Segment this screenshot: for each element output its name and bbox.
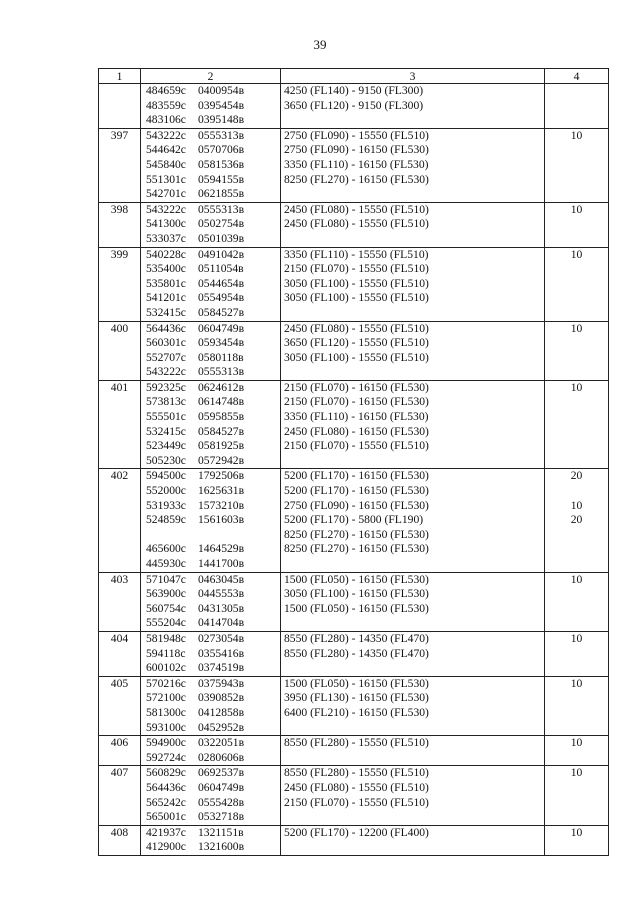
latitude: 555501с [146,410,186,424]
longitude: 0412858в [198,705,245,719]
latitude: 564436с [146,780,186,794]
longitude: 0375943в [198,676,245,690]
row-number: 407 [99,766,141,825]
longitude: 0604749в [198,321,245,335]
altitude-range: 2150 (FL070) - 15550 (FL510) [284,439,429,453]
row-number: 398 [99,202,141,247]
latitude: 565001с [146,810,186,824]
altitude-range: 5200 (FL170) - 5800 (FL190) [284,513,424,527]
latitude: 592325с [146,380,186,394]
value: 20 [570,469,583,483]
table-row [99,825,609,855]
value-cell [545,676,609,735]
longitude: 0273054в [198,631,245,645]
altitude-range: 2750 (FL090) - 16150 (FL530) [284,498,429,512]
row-number: 404 [99,631,141,676]
altitude-range: 8550 (FL280) - 14350 (FL470) [284,631,429,645]
latitude: 524859с [146,513,186,527]
latitude: 593100с [146,720,186,734]
latitude: 551301с [146,172,186,186]
latitude: 564436с [146,321,186,335]
latitude: 572100с [146,691,186,705]
latitude: 532415с [146,424,186,438]
coordinate-pair [146,469,278,484]
coordinate-pair [146,528,278,543]
altitude-range: 2450 (FL080) - 15550 (FL510) [284,780,429,794]
coordinate-pair [146,736,278,751]
coordinate-pair [146,351,278,366]
altitude-range: 6400 (FL210) - 16150 (FL530) [284,705,429,719]
altitude-range-cell [281,128,545,202]
row-number: 402 [99,469,141,572]
value-cell [545,202,609,247]
coordinate-pair [146,587,278,602]
table-row [99,84,609,129]
coordinate-pair [146,113,278,128]
altitude-range-cell [281,84,545,129]
latitude: 543222с [146,365,186,379]
longitude: 0414704в [198,616,245,630]
longitude: 0355416в [198,646,245,660]
altitude-range: 2750 (FL090) - 15550 (FL510) [284,128,429,142]
altitude-range-cell [281,202,545,247]
coordinates-cell [141,469,281,572]
coordinate-pair [146,187,278,202]
latitude: 594500с [146,469,186,483]
coordinate-pair [146,602,278,617]
value: 10 [570,321,583,335]
value: 10 [570,498,583,512]
altitude-range: 3950 (FL130) - 16150 (FL530) [284,691,429,705]
table-row [99,380,609,469]
coordinate-pair [146,513,278,528]
coordinate-pair [146,143,278,158]
latitude: 543222с [146,202,186,216]
header-col-2: 2 [141,69,281,84]
coordinates-cell [141,766,281,825]
longitude: 0463045в [198,572,245,586]
altitude-range: 8250 (FL270) - 16150 (FL530) [284,172,429,186]
table-row [99,469,609,572]
value-cell [545,247,609,321]
altitude-range-cell [281,766,545,825]
longitude: 1561603в [198,513,245,527]
longitude: 1573210в [198,498,245,512]
altitude-range: 8550 (FL280) - 15550 (FL510) [284,766,429,780]
altitude-range-cell [281,736,545,766]
coordinate-pair [146,365,278,380]
longitude: 0554954в [198,291,245,305]
altitude-range: 3050 (FL100) - 15550 (FL510) [284,291,429,305]
page-number: 39 [313,37,327,52]
coordinate-pair [146,751,278,766]
coordinate-pair [146,721,278,736]
longitude: 0400954в [198,84,245,97]
coordinate-pair [146,277,278,292]
latitude: 573813с [146,395,186,409]
latitude: 523449с [146,439,186,453]
coordinate-pair [146,84,278,99]
altitude-range-cell [281,631,545,676]
longitude: 1321600в [198,840,245,854]
value-cell [545,84,609,129]
value-cell [545,321,609,380]
altitude-range: 2750 (FL090) - 16150 (FL530) [284,143,429,157]
value: 10 [570,572,583,586]
longitude: 0544654в [198,276,245,290]
longitude: 1792506в [198,469,245,483]
table-row [99,736,609,766]
altitude-range: 5200 (FL170) - 16150 (FL530) [284,469,429,483]
coordinate-pair [146,262,278,277]
longitude: 0584527в [198,424,245,438]
latitude: 445930с [146,557,186,570]
coordinate-pair [146,826,278,841]
longitude: 0595855в [198,410,245,424]
value: 20 [570,513,583,527]
latitude: 571047с [146,572,186,586]
longitude: 0594155в [198,172,245,186]
latitude: 421937с [146,825,186,839]
coordinate-pair [146,499,278,514]
value: 10 [570,676,583,690]
header-col-1: 1 [99,69,141,84]
altitude-range-cell [281,321,545,380]
coordinate-pair [146,484,278,499]
value-cell [545,469,609,572]
longitude: 1321151в [198,825,244,839]
airspace-table [98,68,609,856]
row-number: 401 [99,380,141,469]
row-number: 399 [99,247,141,321]
latitude: 600102с [146,661,186,675]
altitude-range: 3650 (FL120) - 9150 (FL300) [284,98,424,112]
coordinate-pair [146,647,278,662]
altitude-range: 2450 (FL080) - 16150 (FL530) [284,424,429,438]
coordinate-pair [146,248,278,263]
header-col-4: 4 [545,69,609,84]
value: 10 [570,736,583,750]
altitude-range-cell [281,469,545,572]
coordinate-pair [146,616,278,631]
altitude-range: 5200 (FL170) - 12200 (FL400) [284,825,429,839]
coordinates-cell [141,736,281,766]
value [547,484,606,499]
altitude-range: 2150 (FL070) - 15550 (FL510) [284,262,429,276]
latitude: 531933с [146,498,186,512]
altitude-range: 1500 (FL050) - 16150 (FL530) [284,601,429,615]
longitude: 0322051в [198,736,245,750]
altitude-range: 3350 (FL110) - 15550 (FL510) [284,247,429,261]
coordinates-cell [141,572,281,631]
row-number [99,84,141,129]
longitude: 0570706в [198,143,245,157]
latitude: 594900с [146,736,186,750]
coordinate-pair [146,810,278,825]
latitude: 535801с [146,276,186,290]
longitude: 0374519в [198,661,245,675]
altitude-range: 8550 (FL280) - 14350 (FL470) [284,646,429,660]
longitude: 0572942в [198,453,245,467]
longitude: 0604749в [198,780,245,794]
row-number: 406 [99,736,141,766]
latitude: 560754с [146,601,186,615]
coordinate-pair [146,557,278,572]
latitude: 563900с [146,587,186,601]
longitude: 0580118в [198,350,244,364]
altitude-range: 3050 (FL100) - 16150 (FL530) [284,587,429,601]
row-number: 397 [99,128,141,202]
altitude-range: 2450 (FL080) - 15550 (FL510) [284,217,429,231]
longitude: 0555313в [198,128,245,142]
coordinate-pair [146,439,278,454]
altitude-range: 5200 (FL170) - 16150 (FL530) [284,484,429,498]
latitude: 541201с [146,291,186,305]
latitude: 505230с [146,453,186,467]
row-number: 403 [99,572,141,631]
coordinates-cell [141,631,281,676]
value-cell [545,380,609,469]
coordinate-pair [146,381,278,396]
table-row [99,676,609,735]
altitude-range-cell [281,825,545,855]
value-cell [545,128,609,202]
value: 10 [570,247,583,261]
latitude: 555204с [146,616,186,630]
latitude: 483559с [146,98,186,112]
longitude: 0624612в [198,380,245,394]
coordinate-pair [146,217,278,232]
coordinate-pair [146,706,278,721]
altitude-range: 2150 (FL070) - 16150 (FL530) [284,380,429,394]
value-cell [545,736,609,766]
latitude: 581300с [146,705,186,719]
value: 10 [570,202,583,216]
coordinate-pair [146,336,278,351]
latitude: 581948с [146,631,186,645]
coordinate-pair [146,173,278,188]
coordinate-pair [146,158,278,173]
table-row [99,128,609,202]
coordinates-cell [141,676,281,735]
altitude-range: 2150 (FL070) - 16150 (FL530) [284,395,429,409]
coordinate-pair [146,632,278,647]
altitude-range: 8550 (FL280) - 15550 (FL510) [284,736,429,750]
longitude: 0593454в [198,336,245,350]
longitude: 0395148в [198,113,245,127]
coordinate-pair [146,840,278,855]
coordinate-pair [146,766,278,781]
latitude: 532415с [146,305,186,319]
coordinates-cell [141,380,281,469]
longitude: 0502754в [198,217,245,231]
coordinate-pair [146,306,278,321]
altitude-range: 3350 (FL110) - 16150 (FL530) [284,157,429,171]
longitude: 0491042в [198,247,245,261]
longitude: 0555428в [198,795,245,809]
value-cell [545,572,609,631]
coordinate-pair [146,203,278,218]
table-row [99,202,609,247]
altitude-range: 8250 (FL270) - 16150 (FL530) [284,527,429,541]
latitude: 544642с [146,143,186,157]
coordinates-cell [141,128,281,202]
altitude-range: 1500 (FL050) - 16150 (FL530) [284,676,429,690]
value: 10 [570,631,583,645]
longitude: 0621855в [198,187,245,201]
longitude: 0395454в [198,98,245,112]
altitude-range: 3350 (FL110) - 16150 (FL530) [284,410,429,424]
coordinate-pair [146,573,278,588]
longitude: 0692537в [198,766,245,780]
latitude: 552707с [146,350,186,364]
coordinate-pair [146,425,278,440]
longitude: 1464529в [198,542,245,556]
altitude-range: 8250 (FL270) - 16150 (FL530) [284,542,429,556]
value: 10 [570,380,583,394]
latitude: 570216с [146,676,186,690]
coordinates-cell [141,321,281,380]
latitude: 465600с [146,542,186,556]
coordinates-cell [141,202,281,247]
altitude-range: 3050 (FL100) - 15550 (FL510) [284,276,429,290]
altitude-range: 1500 (FL050) - 16150 (FL530) [284,572,429,586]
table-row [99,572,609,631]
longitude: 0614748в [198,395,245,409]
longitude: 0581925в [198,439,245,453]
longitude: 0584527в [198,305,245,319]
coordinates-cell [141,247,281,321]
value: 10 [570,128,583,142]
longitude: 0532718в [198,810,245,824]
value-cell [545,825,609,855]
row-number: 400 [99,321,141,380]
coordinate-pair [146,232,278,247]
coordinate-pair [146,395,278,410]
longitude: 0581536в [198,157,245,171]
coordinate-pair [146,691,278,706]
altitude-range: 2150 (FL070) - 15550 (FL510) [284,795,429,809]
latitude: 565242с [146,795,186,809]
coordinate-pair [146,129,278,144]
value: 10 [570,766,583,780]
altitude-range: 4250 (FL140) - 9150 (FL300) [284,84,424,97]
latitude: 483106с [146,113,186,127]
latitude: 594118с [146,646,186,660]
value-cell [545,766,609,825]
latitude: 592724с [146,750,186,764]
coordinate-pair [146,322,278,337]
table-body [99,84,609,856]
value-cell [545,631,609,676]
altitude-range: 2450 (FL080) - 15550 (FL510) [284,321,429,335]
table-row [99,321,609,380]
coordinate-pair [146,796,278,811]
altitude-range-cell [281,247,545,321]
altitude-range: 3650 (FL120) - 15550 (FL510) [284,336,429,350]
longitude: 0555313в [198,365,245,379]
header-col-3: 3 [281,69,545,84]
latitude: 543222с [146,128,186,142]
longitude: 0445553в [198,587,245,601]
coordinates-cell [141,84,281,129]
value: 10 [570,825,583,839]
header-row [99,69,609,84]
coordinate-pair [146,661,278,676]
altitude-range-cell [281,572,545,631]
latitude: 412900с [146,840,186,854]
longitude: 0452952в [198,720,245,734]
latitude: 560301с [146,336,186,350]
longitude: 0501039в [198,231,245,245]
coordinate-pair [146,781,278,796]
row-number: 408 [99,825,141,855]
latitude: 535400с [146,262,186,276]
coordinates-cell [141,825,281,855]
longitude: 0431305в [198,601,245,615]
longitude: 1441700в [198,557,245,570]
latitude: 533037с [146,231,186,245]
altitude-range: 2450 (FL080) - 15550 (FL510) [284,202,429,216]
latitude: 542701с [146,187,186,201]
longitude: 0280606в [198,750,245,764]
table-row [99,247,609,321]
coordinate-pair [146,291,278,306]
coordinate-pair [146,99,278,114]
table-row [99,631,609,676]
coordinate-pair [146,677,278,692]
coordinate-pair [146,410,278,425]
row-number: 405 [99,676,141,735]
latitude: 560829с [146,766,186,780]
latitude: 541300с [146,217,186,231]
table-row [99,766,609,825]
altitude-range-cell [281,380,545,469]
longitude: 1625631в [198,484,245,498]
longitude: 0390852в [198,691,245,705]
longitude: 0511054в [198,262,244,276]
latitude: 552000с [146,484,186,498]
altitude-range: 3050 (FL100) - 15550 (FL510) [284,350,429,364]
coordinate-pair [146,454,278,469]
latitude: 545840с [146,157,186,171]
longitude: 0555313в [198,202,245,216]
latitude: 540228с [146,247,186,261]
latitude: 484659с [146,84,186,97]
altitude-range-cell [281,676,545,735]
coordinate-pair [146,542,278,557]
